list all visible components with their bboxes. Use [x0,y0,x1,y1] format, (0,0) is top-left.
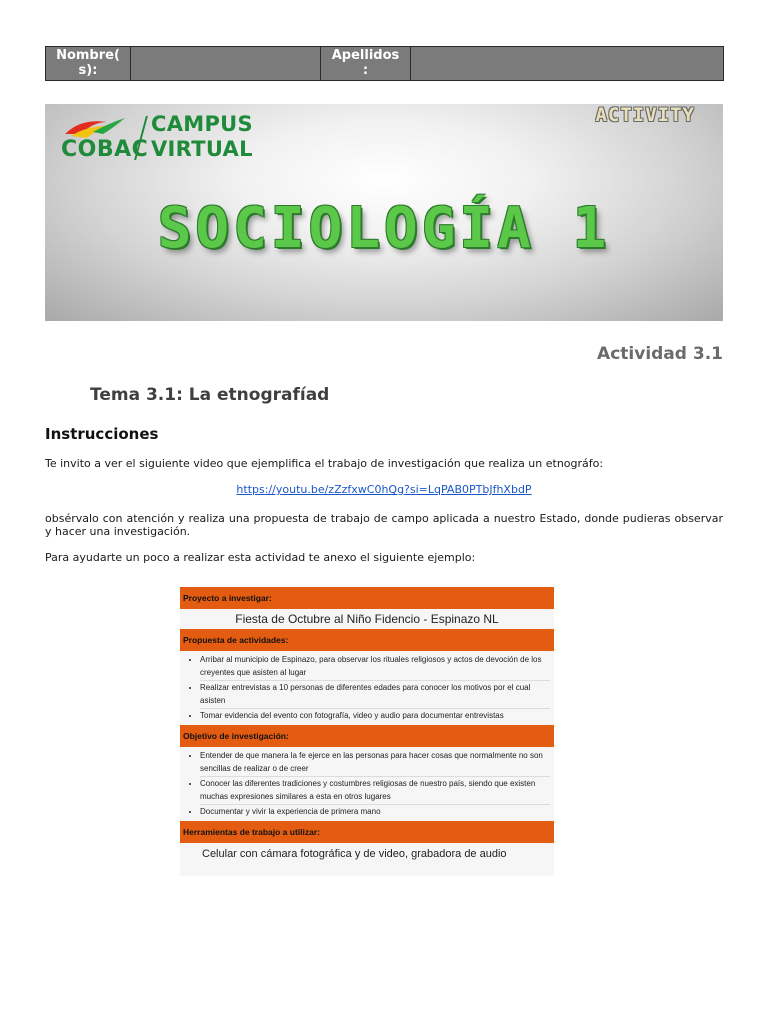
tools-value: Celular con cámara fotográfica y de video, grabadora de audio [180,843,554,867]
list-item: • Conocer las diferentes tradiciones y costumbres religiosas de nuestro país, siendo que existen muchas expresiones similares a esta en otros lugares [200,777,550,805]
list-item: • Tomar evidencia del evento con fotografía, video y audio para documentar entrevistas [200,709,550,723]
objective-header: Objetivo de investigación: [180,725,554,747]
instructions-heading: Instrucciones [45,425,159,443]
objectives-list [180,747,554,821]
project-title: Fiesta de Octubre al Niño Fidencio - Espinazo NL [180,609,554,629]
logo-virtual-text: VIRTUAL [151,137,253,161]
tools-header: Herramientas de trabajo a utilizar: [180,821,554,843]
activities-list [180,651,554,725]
example-project-table [180,587,554,876]
instructions-paragraph-3: Para ayudarte un poco a realizar esta actividad te anexo el siguiente ejemplo: [45,551,476,564]
activities-header: Propuesta de actividades: [180,629,554,651]
video-link[interactable]: https://youtu.be/zZzfxwC0hQg?si=LqPAB0PTbJfhXbdP [236,483,532,496]
instructions-paragraph-2: obsérvalo con atención y realiza una propuesta de trabajo de campo aplicada a nuestro Estado, donde pudieras observar y hacer una investigación. [45,512,723,538]
list-item: • Realizar entrevistas a 10 personas de diferentes edades para conocer los motivos por el cual asisten [200,681,550,709]
logo-campus-text: CAMPUS [151,112,253,136]
topic-title: Tema 3.1: La etnografíad [90,385,330,405]
banner-title: SOCIOLOGÍA 1 [157,196,611,261]
activity-number: Actividad 3.1 [597,344,723,364]
instructions-paragraph-1: Te invito a ver el siguiente video que ejemplifica el trabajo de investigación que realiza un etnográfo: [45,457,604,470]
name-field[interactable] [131,47,321,81]
project-header: Proyecto a investigar: [180,587,554,609]
list-item: • Arribar al municipio de Espinazo, para observar los rituales religiosos y actos de devoción de los creyentes que asisten al lugar [200,653,550,681]
list-item: • Entender de que manera la fe ejerce en las personas para hacer cosas que normalmente no son sencillas de realizar o de creer [200,749,550,777]
surname-field[interactable] [411,47,724,81]
activity-badge: ACTIVITY [595,104,695,126]
name-label: Nombre( s): [46,47,131,81]
course-banner [45,104,723,321]
video-link-line [45,483,723,496]
surname-label: Apellidos : [321,47,411,81]
list-item: • Documentar y vivir la experiencia de primera mano [200,805,550,819]
campus-virtual-logo [61,110,271,166]
student-info-table [45,46,724,81]
logo-cobac-text: COBAC [61,137,149,162]
